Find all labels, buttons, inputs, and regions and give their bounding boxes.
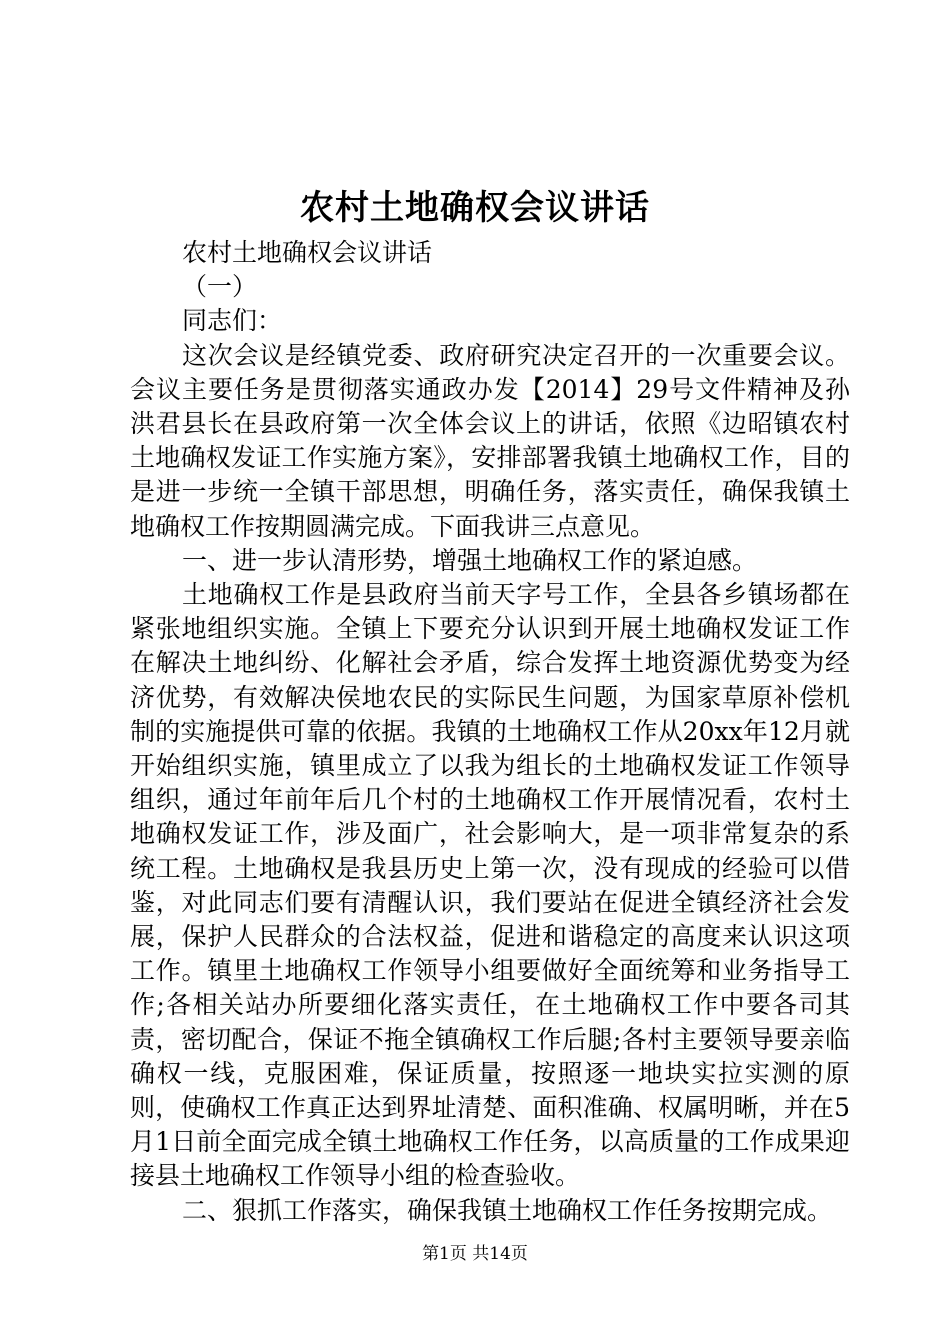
document-title: 农村土地确权会议讲话: [300, 188, 650, 228]
document-body: [130, 236, 850, 1228]
salutation: 同志们：: [182, 306, 283, 336]
paragraph-intro: 这次会议是经镇党委、政府研究决定召开的一次重要会议。会议主要任务是贯彻落实通政办发【2014】29号文件精神及孙洪君县长在县政府第一次全体会议上的讲话，依照《边昭镇农村土地确权发证工作实施方案》，安排部署我镇土地确权工作，目的是进一步统一全镇干部思想，明确任务，落实责任，确保我镇土地确权工作按期圆满完成。下面我讲三点意见。: [130, 340, 850, 541]
subtitle-line: 农村土地确权会议讲话: [182, 238, 433, 267]
part-marker: （一）: [182, 272, 258, 302]
page-footer: 第1页 共14页: [422, 1244, 528, 1264]
section-heading-1: 一、进一步认清形势，增强土地确权工作的紧迫感。: [182, 545, 758, 575]
section-heading-2: 二、狠抓工作落实，确保我镇土地确权工作任务按期完成。: [182, 1195, 833, 1225]
paragraph-section-1: 土地确权工作是县政府当前天字号工作，全县各乡镇场都在紧张地组织实施。全镇上下要充分认识到开展土地确权发证工作在解决土地纠纷、化解社会矛盾，综合发挥土地资源优势变为经济优势，有效解决侯地农民的实际民生问题，为国家草原补偿机制的实施提供可靠的依据。我镇的土地确权工作从20xx年12月就开始组织实施，镇里成立了以我为组长的土地确权发证工作领导组织，通过年前年后几个村的土地确权工作开展情况看，农村土地确权发证工作，涉及面广，社会影响大，是一项非常复杂的系统工程。土地确权是我县历史上第一次，没有现成的经验可以借鉴，对此同志们要有清醒认识，我们要站在促进全镇经济社会发展，保护人民群众的合法权益，促进和谐稳定的高度来认识这项工作。镇里土地确权工作领导小组要做好全面统筹和业务指导工作;各相关站办所要细化落实责任，在土地确权工作中要各司其责，密切配合，保证不拖全镇确权工作后腿;各村主要领导要亲临确权一线，克服困难，保证质量，按照逐一地块实拉实测的原则，使确权工作真正达到界址清楚、面积准确、权属明晰，并在5月1日前全面完成全镇土地确权工作任务，以高质量的工作成果迎接县土地确权工作领导小组的检查验收。: [130, 580, 850, 1191]
